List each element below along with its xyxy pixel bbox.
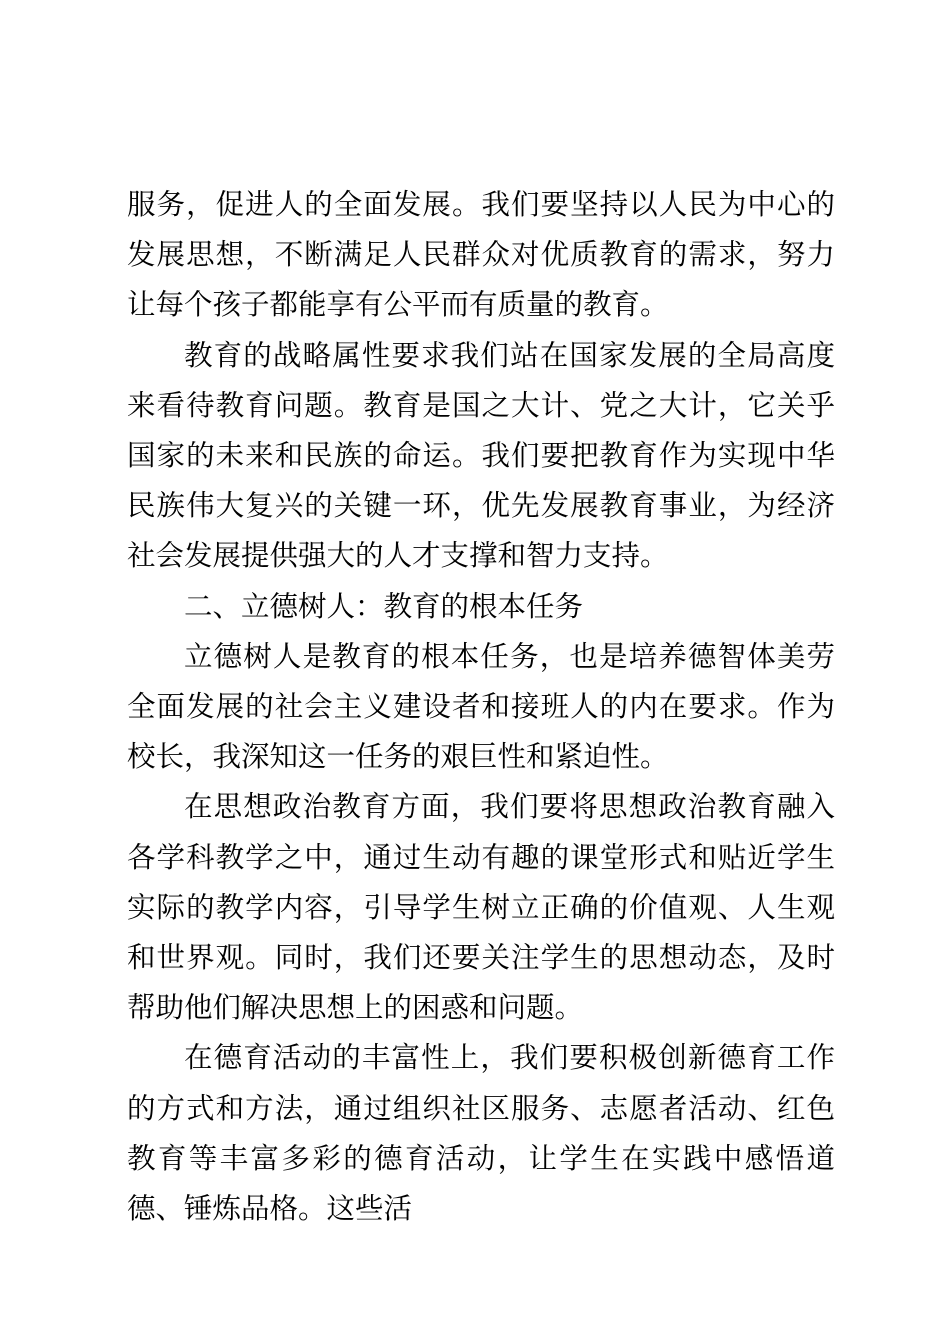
paragraph-moral-activities: 在德育活动的丰富性上，我们要积极创新德育工作的方式和方法，通过组织社区服务、志愿者活动、红色教育等丰富多彩的德育活动，让学生在实践中感悟道德、锤炼品格。这些活 — [127, 1041, 835, 1226]
paragraph-ideological-education: 在思想政治教育方面，我们要将思想政治教育融入各学科教学之中，通过生动有趣的课堂形式和贴近学生实际的教学内容，引导学生树立正确的价值观、人生观和世界观。同时，我们还要关注学生的思想动态，及时帮助他们解决思想上的困惑和问题。 — [127, 790, 835, 1025]
paragraph-continued: 服务，促进人的全面发展。我们要坚持以人民为中心的发展思想，不断满足人民群众对优质教育的需求，努力让每个孩子都能享有公平而有质量的教育。 — [127, 188, 835, 322]
paragraph-strategic-attribute: 教育的战略属性要求我们站在国家发展的全局高度来看待教育问题。教育是国之大计、党之大计，它关乎国家的未来和民族的命运。我们要把教育作为实现中华民族伟大复兴的关键一环，优先发展教育事业，为经济社会发展提供强大的人才支撑和智力支持。 — [127, 338, 835, 573]
section-heading-2: 二、立德树人：教育的根本任务 — [184, 589, 584, 623]
document-body — [127, 180, 835, 1234]
paragraph-fundamental-task: 立德树人是教育的根本任务，也是培养德智体美劳全面发展的社会主义建设者和接班人的内在要求。作为校长，我深知这一任务的艰巨性和紧迫性。 — [127, 639, 835, 774]
